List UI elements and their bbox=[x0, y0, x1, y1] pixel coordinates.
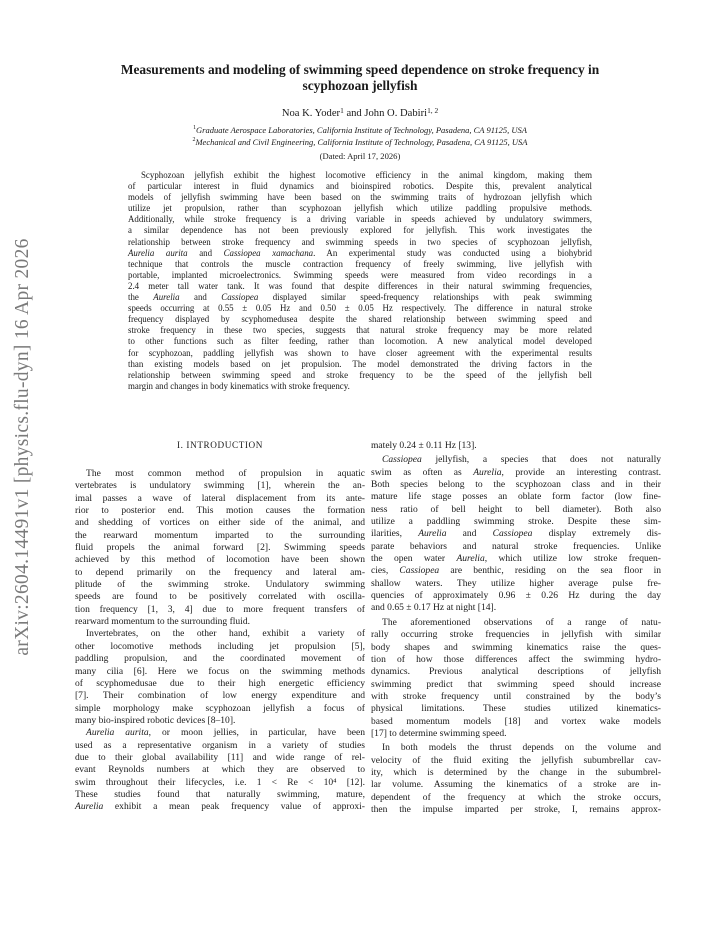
abstract-line: of particular interest in fluid dynamics and bioinspired robotics. Despite this, prevalent analytical bbox=[128, 181, 592, 192]
paper-title bbox=[60, 62, 660, 94]
left-column bbox=[75, 468, 365, 814]
abstract-line: models of jellyfish swimming have been based on the swimming traits of hydrozoan jellyfish which bbox=[128, 192, 592, 203]
paragraph bbox=[371, 454, 661, 614]
text-line: lar volume. Assuming the kinematics of a stroke are in- bbox=[371, 779, 661, 791]
text-line: tion of how those differences affect the swimming hydro- bbox=[371, 653, 661, 665]
affiliation-number: 2 bbox=[192, 137, 196, 143]
abstract-line: relationship between swimming speed and stroke frequency to be the speed of the jellyfish bell bbox=[128, 369, 592, 380]
abstract-line: Aurelia aurita and Cassiopea xamachana. An experimental study was conducted using a biohybrid bbox=[128, 247, 592, 258]
text-line: swim throughout their lifecycles, i.e. 1 < Re < 10⁴ [12]. bbox=[75, 776, 365, 788]
text-line: with stroke frequency until constrained by the body’s bbox=[371, 690, 661, 702]
text-line: physical limitations. These studies utilized kinematics- bbox=[371, 703, 661, 715]
affiliation-marker: 1 bbox=[340, 106, 344, 115]
text-line: swimming predict that swimming speed should increase bbox=[371, 678, 661, 690]
text-line: speeds are found to be positively correlated with oscilla- bbox=[75, 591, 365, 603]
text-line: simple morphology make scyphozoan jellyfish a focus of bbox=[75, 702, 365, 714]
text-line: mately 0.24 ± 0.11 Hz [13]. bbox=[371, 440, 477, 451]
text-line: mature life stage posses an oblate form factor (low fine- bbox=[371, 491, 661, 503]
abstract-line: relationship between stroke frequency and swimming speeds in two species of scyphozoan jellyfish, bbox=[128, 236, 592, 247]
affiliation-text: Graduate Aerospace Laboratories, California Institute of Technology, Pasadena, CA 91125, USA bbox=[196, 125, 527, 135]
abstract-line: for scyphozoan, paddling jellyfish was shown to have closer agreement with the experimental results bbox=[128, 347, 592, 358]
abstract-line: portable, implanted microelectronics. Swimming speeds were measured from video recordings in a bbox=[128, 269, 592, 280]
abstract-line: the Aurelia and Cassiopea displayed similar speed-frequency relationships with peak swimming bbox=[128, 292, 592, 303]
paragraph bbox=[371, 617, 661, 740]
text-line: many cilia [6]. Here we focus on the swimming methods bbox=[75, 665, 365, 677]
text-line: the rearward momentum imparted to the surrounding bbox=[75, 529, 365, 541]
right-column bbox=[371, 440, 661, 816]
affiliation-text: Mechanical and Civil Engineering, California Institute of Technology, Pasadena, CA 91125, USA bbox=[195, 137, 528, 147]
dated-line: (Dated: April 17, 2026) bbox=[319, 151, 401, 161]
affiliation-2 bbox=[60, 136, 660, 148]
text-line: Cassiopea jellyfish, a species that does not naturally bbox=[382, 454, 661, 466]
affiliation-number: 1 bbox=[193, 125, 197, 131]
abstract-line: Scyphozoan jellyfish exhibit the highest locomotive efficiency in the animal kingdom, making them bbox=[141, 170, 592, 180]
abstract bbox=[128, 170, 592, 392]
text-line: to depend primarily on the frequency and lateral am- bbox=[75, 566, 365, 578]
text-line: These studies found that naturally swimming, mature, bbox=[75, 788, 365, 800]
paragraph bbox=[371, 742, 661, 816]
text-line: achieved by this method of locomotion have been shown bbox=[75, 554, 365, 566]
text-line: cies, Cassiopea are benthic, residing on the sea floor in bbox=[371, 565, 661, 577]
abstract-line: technique that controls the muscle contraction frequency of freely swimming, live jellyfish with bbox=[128, 258, 592, 269]
abstract-line: Additionally, while stroke frequency is a driving variable in speeds achieved by undulatory swimmers, bbox=[128, 214, 592, 225]
abstract-line: than existing models based on jet propulsion. The model demonstrated the driving factors in the bbox=[128, 358, 592, 369]
text-line: shallow waters. They utilize higher average pulse fre- bbox=[371, 577, 661, 589]
text-line: ness ratio of bell height to bell diameter). Both also bbox=[371, 503, 661, 515]
text-line: tion frequency [1, 3, 4] due to more frequent transfers of bbox=[75, 603, 365, 615]
text-line: paddling propulsion, and the coordinated movement of bbox=[75, 653, 365, 665]
text-line: ilarities, Aurelia and Cassiopea display extremely dis- bbox=[371, 528, 662, 540]
text-line: the open water Aurelia, which utilize low stroke frequen- bbox=[371, 553, 661, 565]
text-line: parate behaviors and natural stroke frequencies. Unlike bbox=[371, 540, 661, 552]
text-line: other locomotive methods including jet propulsion [5], bbox=[75, 640, 365, 652]
paragraph bbox=[75, 727, 365, 813]
author-name: John O. Dabiri bbox=[364, 108, 428, 119]
abstract-line: utilize jet propulsion, rather than scyphozoan jellyfish which utilize paddling propulsive methods. bbox=[128, 203, 592, 214]
text-line: many bio-inspired robotic devices [8–10]. bbox=[75, 714, 236, 726]
text-line: rally occurring stroke frequencies in jellyfish with similar bbox=[371, 629, 661, 641]
text-line: and shedding of vortices on either side of the animal, and bbox=[75, 517, 365, 529]
abstract-line: 2.4 meter tall water tank. It was found that despite differences in their natural swimming frequencies, bbox=[128, 280, 592, 291]
author-name: Noa K. Yoder bbox=[281, 108, 341, 119]
abstract-line: to other functions such as filter feeding, rather than locomotion. A new analytical model developed bbox=[128, 336, 592, 347]
text-line: quencies of approximately 0.96 ± 0.26 Hz during the day bbox=[371, 590, 661, 602]
abstract-line: a similar dependence has not been previously explored for jellyfish. This work investigates the bbox=[128, 225, 592, 236]
text-line: of scyphomedusae due to their high energetic efficiency bbox=[75, 677, 365, 689]
paragraph bbox=[371, 440, 661, 452]
text-line: dynamics. Previous analytical descriptions of jellyfish bbox=[371, 666, 661, 678]
arxiv-sidebar-stamp bbox=[6, 212, 40, 682]
abstract-line: stroke frequency in these two species, suggests that natural stroke frequency may be more related bbox=[128, 325, 592, 336]
title-line-1: Measurements and modeling of swimming speed dependence on stroke frequency in bbox=[120, 62, 600, 77]
text-line: body shapes and swimming kinematics raise the ques- bbox=[371, 641, 661, 653]
paragraph bbox=[75, 628, 365, 727]
text-line: rior to posterior end. This motion causes the formation bbox=[75, 505, 365, 517]
author-list bbox=[60, 108, 660, 119]
text-line: fluid propels the animal forward [2]. Swimming speeds bbox=[75, 542, 365, 554]
text-line: Both species belong to the scyphozoan class and in their bbox=[371, 479, 661, 491]
text-line: The aforementioned observations of a range of natu- bbox=[382, 616, 661, 628]
text-line: used as a representative organism in a variety of studies bbox=[75, 739, 365, 751]
text-line: plitude of the swimming stroke. Undulatory swimming bbox=[75, 579, 365, 591]
text-line: based momentum models [18] and vortex wake models bbox=[371, 715, 661, 727]
arxiv-id-label: arXiv:2604.14491v1 [physics.flu-dyn] 16 Apr 2026 bbox=[12, 238, 33, 656]
paragraph bbox=[75, 468, 365, 628]
text-line: [17] to determine swimming speed. bbox=[371, 727, 507, 739]
abstract-line: speeds occurring at 0.55 ± 0.05 Hz and 0.50 ± 0.05 Hz respectively. The difference in natural stroke bbox=[128, 303, 592, 314]
text-line: The most common method of propulsion in aquatic bbox=[86, 468, 365, 479]
text-line: imal passes a wave of lateral displacement from its ante- bbox=[75, 492, 365, 504]
text-line: due to their global availability [11] and wide range of rel- bbox=[75, 751, 365, 763]
text-line: rearward momentum to the surrounding fluid. bbox=[75, 616, 250, 628]
text-line: velocity of the fluid exiting the jellyfish subumbrellar cav- bbox=[371, 754, 661, 766]
abstract-line: margin and changes in body kinematics with stroke frequency. bbox=[128, 380, 350, 391]
text-line: swim as often as Aurelia, provide an interesting contrast. bbox=[371, 466, 661, 478]
text-line: Aurelia exhibit a mean peak frequency value of approxi- bbox=[75, 801, 365, 813]
text-line: In both models the thrust depends on the volume and bbox=[382, 742, 661, 754]
section-heading: I. INTRODUCTION bbox=[176, 440, 264, 450]
affiliation-1 bbox=[60, 124, 660, 136]
abstract-line: frequency displayed by scyphomedusea despite the shared relationship between swimming speed and bbox=[128, 314, 592, 325]
title-line-2: scyphozoan jellyfish bbox=[302, 78, 418, 93]
affiliation-marker: 1, 2 bbox=[427, 106, 439, 115]
text-line: utilize a paddling swimming stroke. Despite these sim- bbox=[371, 516, 661, 528]
text-line: vertebrates is undulatory swimming [1], wherein the an- bbox=[75, 480, 365, 492]
text-line: Aurelia aurita, or moon jellies, in particular, have been bbox=[86, 727, 366, 739]
text-line: dependent of the frequency at which the stroke occurs, bbox=[371, 791, 661, 803]
text-line: evant Reynolds numbers at which they are observed to bbox=[75, 764, 365, 776]
text-line: and 0.65 ± 0.17 Hz at night [14]. bbox=[371, 602, 497, 614]
text-line: ity, which is determined by the change in the subumbrel- bbox=[371, 766, 661, 778]
text-line: Invertebrates, on the other hand, exhibit a variety of bbox=[86, 628, 365, 640]
author-conjunction: and bbox=[346, 108, 362, 119]
text-line: then the impulse imparted per stroke, I, remains approx- bbox=[371, 803, 661, 815]
text-line: [7]. Their combination of low energy expenditure and bbox=[75, 690, 365, 702]
